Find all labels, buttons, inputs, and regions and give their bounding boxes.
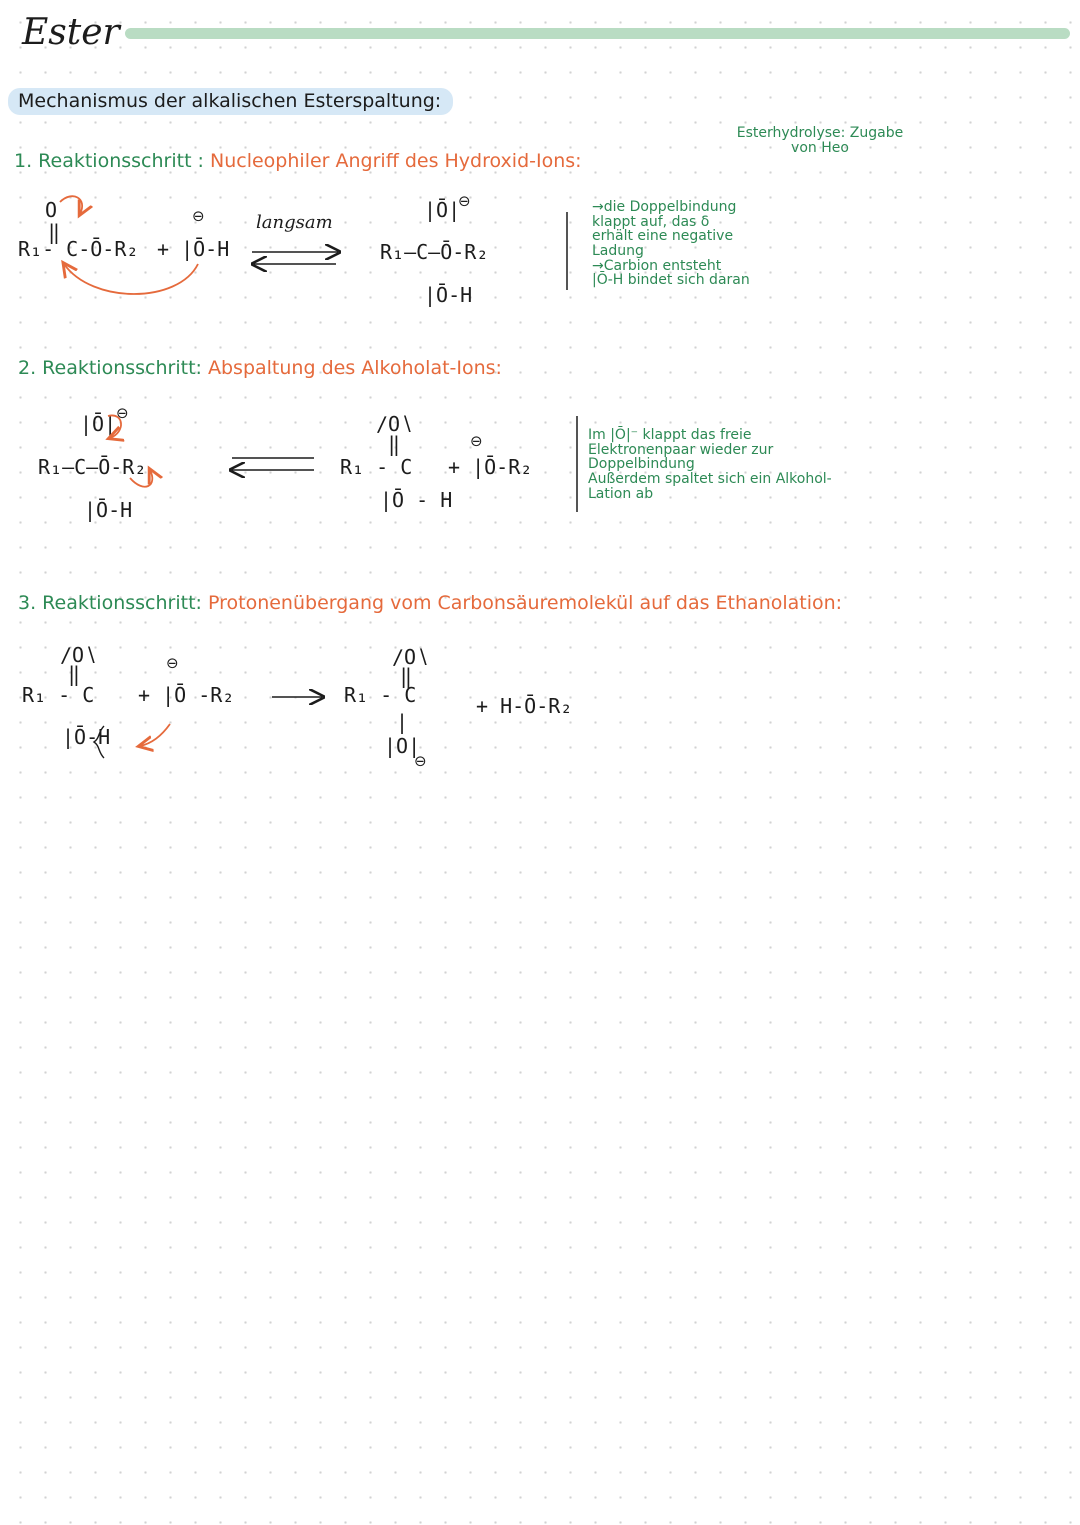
- step3-electron-arrow-proton: [140, 724, 170, 746]
- step2-reactant-top: |Ō|: [80, 412, 117, 436]
- step3-name: Protonenübergang vom Carbonsäuremolekül auf das Ethanolation:: [207, 592, 843, 614]
- step1-name: Nucleophiler Angriff des Hydroxid-Ions:: [210, 150, 582, 172]
- step1-note-line: →Carbion entsteht: [592, 257, 722, 274]
- step2-note-line: Doppelbindung: [588, 456, 695, 473]
- step2-alkoholat: + |Ō-R₂: [448, 455, 533, 479]
- step2-alkoholat-charge: ⊖: [470, 432, 483, 450]
- step1-number: 1. Reaktionsschritt :: [14, 150, 204, 172]
- step1-hydroxide: + |Ō-H: [157, 237, 230, 261]
- step1-product-main: R₁—C—Ō-R₂: [380, 240, 489, 264]
- step3-reactant-top: ∕O∖: [60, 643, 97, 667]
- corner-note-line2: von Heo: [791, 139, 849, 156]
- step2-reactant-main: R₁—C—Ō-R₂: [38, 455, 147, 479]
- step3-ethanolate-charge: ⊖: [166, 654, 179, 672]
- step1-double-bond: ‖: [48, 220, 61, 244]
- page-title: Ester: [22, 12, 120, 53]
- step2-electron-arrow-leaving: [130, 470, 152, 487]
- step1-product-top: |Ō|: [424, 198, 461, 222]
- step1-electron-arrow-attack: [64, 264, 198, 294]
- step1-product-charge: ⊖: [458, 192, 471, 210]
- step3-ethanolate: + |Ō -R₂: [138, 683, 235, 707]
- step3-product-main: R₁ - C: [344, 683, 417, 707]
- step3-proton-bracket: [94, 726, 104, 758]
- step2-product-double-bond: ‖: [388, 432, 401, 456]
- step3-product-charge: ⊖: [414, 752, 427, 770]
- step2-product-bottom: |Ō - H: [380, 488, 453, 512]
- step2-note-line: Außerdem spaltet sich ein Alkohol-: [588, 471, 832, 488]
- step1-note-line: klappt auf, das δ: [592, 213, 710, 230]
- step1-note-line: |Ō-H bindet sich daran: [592, 272, 750, 289]
- step2-reactant-charge: ⊖: [116, 404, 129, 422]
- step1-note-line: Ladung: [592, 243, 644, 260]
- step2-product-main: R₁ - C: [340, 455, 413, 479]
- step3-reactant-main: R₁ - C: [22, 683, 95, 707]
- step1-reactant: R₁- C-Ō-R₂: [18, 237, 139, 261]
- step1-note-line: erhält eine negative: [592, 228, 734, 245]
- step1-product-bottom: |Ō-H: [424, 283, 473, 307]
- step1-electron-arrow-carbonyl: [60, 196, 82, 214]
- step2-electron-arrow-oxygen: [108, 415, 121, 438]
- corner-note-line1: Esterhydrolyse: Zugabe: [736, 125, 904, 141]
- step2-note-line: Lation ab: [588, 485, 654, 502]
- step3-product-bottom: |O|: [384, 734, 421, 758]
- step3-number: 3. Reaktionsschritt:: [18, 592, 202, 614]
- step1-note-line: →die Doppelbindung: [592, 199, 737, 215]
- step3-product-bond: |: [396, 710, 409, 734]
- step1-condition: langsam: [256, 212, 333, 233]
- step3-product-top: ∕O∖: [392, 645, 429, 669]
- step2-number: 2. Reaktionsschritt:: [18, 357, 202, 379]
- step2-note-line: Im |Ō|⁻ klappt das freie: [588, 427, 752, 443]
- step2-reactant-bottom: |Ō-H: [84, 498, 133, 522]
- step2-note-line: Elektronenpaar wieder zur: [588, 441, 774, 458]
- step2-product-top: ∕O∖: [376, 412, 413, 436]
- section-heading: Mechanismus der alkalischen Esterspaltung:: [8, 88, 453, 115]
- step1-hydroxide-charge: ⊖: [192, 207, 205, 225]
- step2-name: Abspaltung: [207, 357, 316, 379]
- step3-alcohol: + H-Ō-R₂: [476, 694, 573, 718]
- step2-name-rest: des Alkoholat-Ions:: [321, 357, 502, 379]
- step3-reactant-double-bond: ‖: [68, 662, 81, 686]
- step1-carbonyl-oxygen: O: [45, 198, 58, 222]
- step3-product-double-bond: ‖: [400, 664, 413, 688]
- step3-reactant-bottom: |Ō-H: [62, 725, 111, 749]
